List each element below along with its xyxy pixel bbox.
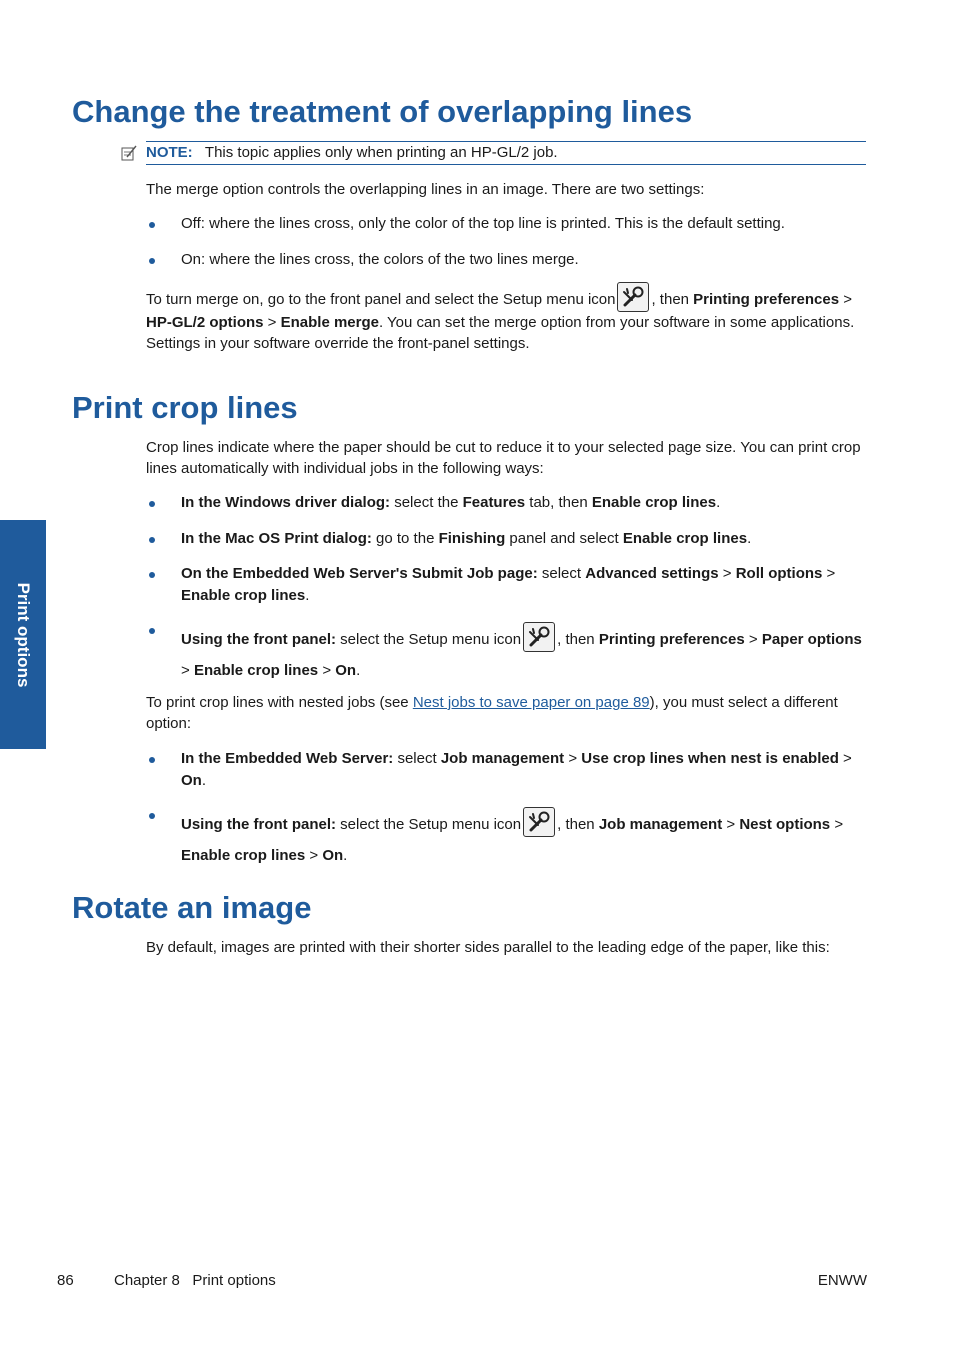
bullet-text: go to the (371, 530, 439, 547)
bullet-front-panel-nest: Using the front panel: select the Setup menu icon , then Job management > Nest options > Enable crop lines > On. (181, 809, 867, 871)
merge-instructions (146, 288, 868, 354)
bullet-off: Off: where the lines cross, only the color of the top line is printed. This is the default setting. (181, 215, 785, 232)
bullet-text: select the Setup menu icon (336, 816, 522, 833)
bullet-text: select (393, 750, 441, 767)
crop-intro: Crop lines indicate where the paper should be cut to reduce it to your selected page size. You can print crop lines automatically with individual jobs in the following ways: (146, 439, 861, 477)
bullet-text: select the (390, 494, 463, 511)
gt: > (843, 290, 852, 308)
merge-hpgl-options: HP-GL/2 options (146, 314, 264, 331)
bullet-text: , then (557, 631, 599, 648)
bullet-dot (149, 757, 155, 763)
merge-intro: The merge option controls the overlapping lines in an image. There are two settings: (146, 181, 705, 198)
wrench-setup-icon (523, 622, 555, 652)
bullet-bold: Roll options (735, 565, 823, 582)
bullet-lead: In the Mac OS Print dialog: (181, 530, 372, 547)
bullet-dot (149, 537, 155, 543)
bullet-dot (149, 222, 155, 228)
nest-jobs-link[interactable]: Nest jobs to save paper on page 89 (412, 694, 650, 711)
merge-enable-merge: Enable merge (280, 314, 379, 331)
side-tab-label: Print options (14, 582, 33, 687)
bullet-dot (149, 813, 155, 819)
bullet-bold: Advanced settings (585, 565, 719, 582)
bullet-text: , then (557, 816, 599, 833)
merge-text-then: , then (651, 290, 689, 308)
note-label: NOTE: (146, 144, 193, 161)
bullet-lead: In the Windows driver dialog: (181, 494, 391, 511)
bullet-ews-nest: In the Embedded Web Server: select Job management > Use crop lines when nest is enabled > On. (181, 750, 852, 789)
page-number: 86 (57, 1272, 74, 1289)
merge-text-end: . You can set the merge option from your software in some applications. Settings in your software override the front-panel settings. (146, 314, 855, 352)
bullet-bold: Enable crop lines (622, 530, 748, 547)
bullet-bold: Features (462, 494, 526, 511)
bullet-bold: Use crop lines when nest is enabled (581, 750, 839, 767)
bullet-windows-driver: In the Windows driver dialog: select the Features tab, then Enable crop lines. (181, 494, 721, 511)
heading-rotate-image: Rotate an image (72, 890, 312, 925)
bullet-lead: In the Embedded Web Server: (181, 750, 394, 767)
gt: > (267, 314, 277, 331)
bullet-bold: On (181, 772, 202, 789)
heading-overlapping-lines: Change the treatment of overlapping lines (72, 94, 693, 129)
bullet-text: tab, then (525, 494, 592, 511)
bullet-text: select (537, 565, 586, 582)
merge-printing-preferences: Printing preferences (693, 290, 840, 308)
bullet-mac-os: In the Mac OS Print dialog: go to the Finishing panel and select Enable crop lines. (181, 530, 752, 547)
footer-edition: ENWW (817, 1272, 867, 1289)
bullet-ews-submit: On the Embedded Web Server's Submit Job page: select Advanced settings > Roll options > Enable crop lines. (181, 565, 836, 604)
wrench-setup-icon (523, 807, 555, 837)
bullet-dot (149, 501, 155, 507)
bullet-bold: Paper options (761, 631, 862, 648)
bullet-bold: On (335, 662, 357, 679)
bullet-text: select the Setup menu icon (336, 631, 522, 648)
bullet-text: panel and select (505, 530, 623, 547)
bullet-lead: On the Embedded Web Server's Submit Job page: (181, 565, 538, 582)
note-icon (120, 144, 138, 162)
bullet-bold: Finishing (438, 530, 506, 547)
bullet-dot (149, 628, 155, 634)
note-text: This topic applies only when printing an HP-GL/2 job. (204, 144, 558, 161)
bullet-on: On: where the lines cross, the colors of the two lines merge. (181, 251, 579, 268)
bullet-bold: Enable crop lines (591, 494, 717, 511)
bullet-bold: Job management (440, 750, 565, 767)
footer-chapter: Chapter 8 Print options (114, 1272, 276, 1289)
merge-text-start: To turn merge on, go to the front panel and select the Setup menu icon (146, 290, 616, 308)
bullet-lead: Using the front panel: (181, 816, 336, 833)
bullet-bold: Nest options (739, 816, 831, 833)
bullet-bold: Enable crop lines (181, 847, 306, 864)
heading-print-crop-lines: Print crop lines (72, 390, 298, 425)
note (146, 142, 868, 163)
bullet-bold: Printing preferences (598, 631, 745, 648)
rotate-intro: By default, images are printed with their shorter sides parallel to the leading edge of the paper, like this: (146, 939, 830, 956)
bullet-bold: Enable crop lines (193, 662, 319, 679)
side-tab (0, 520, 46, 749)
bullet-bold: On (322, 847, 344, 864)
bullet-dot (149, 258, 155, 264)
nested-text: To print crop lines with nested jobs (see (146, 694, 413, 711)
note-rule-bottom (146, 164, 866, 165)
bullet-front-panel-crop: Using the front panel: select the Setup menu icon , then Printing preferences > Paper options > Enable crop lines > On. (181, 624, 867, 686)
bullet-dot (149, 572, 155, 578)
nested-intro (146, 692, 868, 734)
bullet-bold: Job management (598, 816, 723, 833)
wrench-setup-icon (617, 282, 649, 312)
nested-text: ), you must select a different option: (146, 694, 838, 732)
bullet-bold: Enable crop lines (181, 587, 306, 604)
bullet-lead: Using the front panel: (181, 631, 336, 648)
